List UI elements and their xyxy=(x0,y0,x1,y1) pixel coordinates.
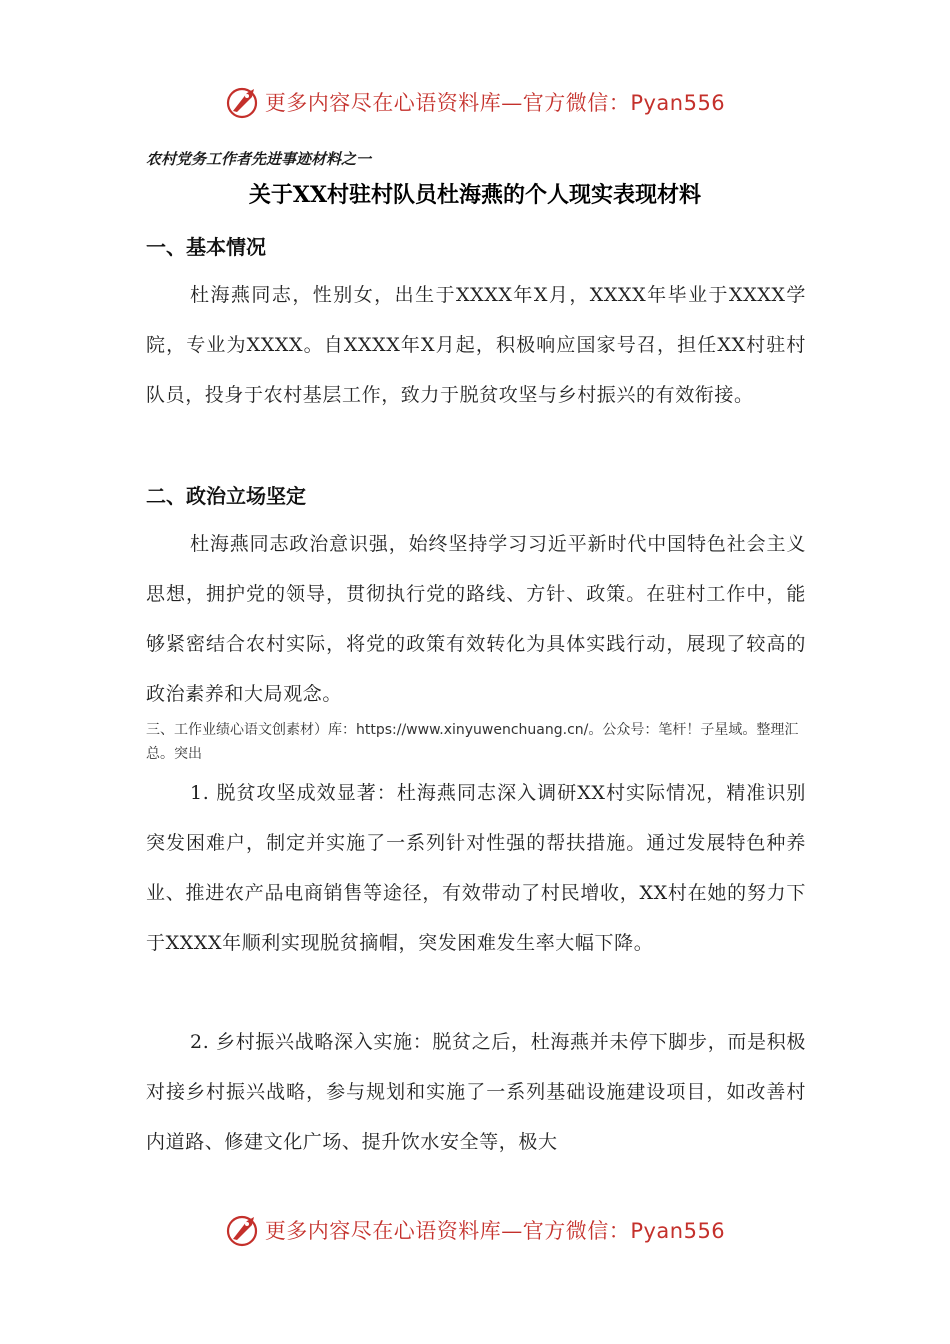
banner-text: 更多内容尽在心语资料库—官方微信：Pyan556 xyxy=(264,91,726,115)
wechat-account: Pyan556 xyxy=(630,91,726,115)
paragraph-political-stance: 杜海燕同志政治意识强，始终坚持学习习近平新时代中国特色社会主义思想，拥护党的领导，贯彻执行党的路线、方针、政策。在驻村工作中，能够紧密结合农村实际，将党的政策有效转化为具体实践行动，展现了较高的政治素养和大局观念。 xyxy=(146,533,806,705)
section-heading-work-achievements: 三、工作业绩心语文创素材）库：https://www.xinyuwenchuang.cn/。公众号：笔杆！子星域。整理汇总。突出 xyxy=(146,722,799,762)
document-title: 关于XX村驻村队员杜海燕的个人现实表现材料 xyxy=(248,182,702,208)
section-heading-political-stance: 二、政治立场坚定 xyxy=(146,484,306,508)
document-subtitle: 农村党务工作者先进事迹材料之一 xyxy=(146,150,372,168)
paragraph-poverty-alleviation: 1. 脱贫攻坚成效显著：杜海燕同志深入调研XX村实际情况，精准识别突发困难户，制定并实施了一系列针对性强的帮扶措施。通过发展特色种养业、推进农产品电商销售等途径，有效带动了村民增收，XX村在她的努力下于XXXX年顺利实现脱贫摘帽，突发困难发生率大幅下降。 xyxy=(146,782,806,954)
banner-text: 更多内容尽在心语资料库—官方微信：Pyan556 xyxy=(264,1219,726,1243)
pen-nib-icon xyxy=(225,1212,261,1248)
pen-nib-icon xyxy=(225,84,261,120)
paragraph-basic-info: 杜海燕同志，性别女，出生于XXXX年X月，XXXX年毕业于XXXX学院，专业为XXXX。自XXXX年X月起，积极响应国家号召，担任XX村驻村队员，投身于农村基层工作，致力于脱贫攻坚与乡村振兴的有效衔接。 xyxy=(146,284,806,406)
wechat-account: Pyan556 xyxy=(630,1219,726,1243)
section-heading-basic-info: 一、基本情况 xyxy=(146,235,266,259)
paragraph-rural-revitalization: 2. 乡村振兴战略深入实施：脱贫之后，杜海燕并未停下脚步，而是积极对接乡村振兴战略，参与规划和实施了一系列基础设施建设项目，如改善村内道路、修建文化广场、提升饮水安全等，极大 xyxy=(146,1031,806,1153)
footer-banner xyxy=(0,1210,950,1250)
header-banner xyxy=(0,82,950,122)
